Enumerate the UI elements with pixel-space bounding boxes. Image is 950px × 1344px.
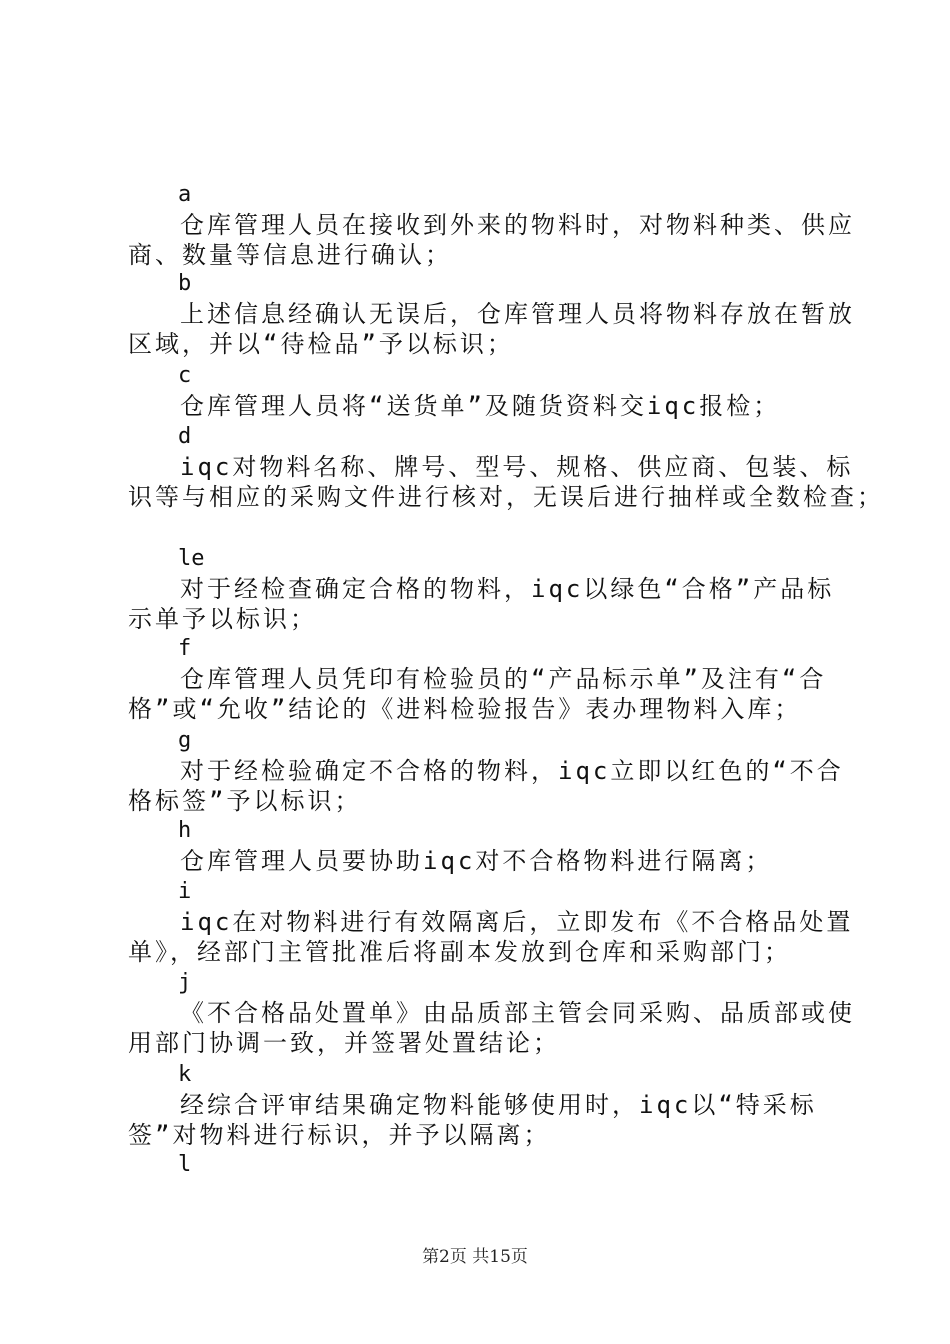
item-text-line1: 仓库管理人员在接收到外来的物料时，对物料种类、供应 bbox=[180, 211, 855, 239]
item-label: i bbox=[178, 879, 192, 904]
item-text-line2: 格”或“允收”结论的《进料检验报告》表办理物料入库； bbox=[128, 695, 802, 723]
item-label: h bbox=[178, 818, 192, 843]
item-label: a bbox=[178, 182, 192, 207]
item-text-line1: 仓库管理人员要协助iqc对不合格物料进行隔离； bbox=[180, 847, 773, 875]
item-text-line1: 仓库管理人员将“送货单”及随货资料交iqc报检； bbox=[180, 392, 781, 420]
item-label: j bbox=[178, 970, 192, 995]
page-footer: 第2页 共15页 bbox=[422, 1247, 528, 1267]
item-text-line2: 示单予以标识； bbox=[128, 605, 317, 633]
item-label: c bbox=[178, 363, 192, 388]
item-text-line2: 识等与相应的采购文件进行核对，无误后进行抽样或全数检查； bbox=[128, 483, 884, 511]
item-label: d bbox=[178, 424, 192, 449]
item-text-line2: 签”对物料进行标识，并予以隔离； bbox=[128, 1121, 551, 1149]
item-label: k bbox=[178, 1062, 192, 1087]
item-label: l bbox=[178, 1152, 192, 1177]
item-text-line1: 仓库管理人员凭印有检验员的“产品标示单”及注有“合 bbox=[180, 665, 827, 693]
item-text-line1: 经综合评审结果确定物料能够使用时，iqc以“特采标 bbox=[180, 1091, 817, 1119]
item-label: b bbox=[178, 271, 192, 296]
item-text-line1: iqc在对物料进行有效隔离后，立即发布《不合格品处置 bbox=[180, 908, 854, 936]
item-text-line1: 《不合格品处置单》由品质部主管会同采购、品质部或使 bbox=[180, 999, 855, 1027]
item-text-line1: 上述信息经确认无误后，仓库管理人员将物料存放在暂放 bbox=[180, 300, 855, 328]
item-text-line2: 格标签”予以标识； bbox=[128, 787, 362, 815]
item-text-line1: 对于经检查确定合格的物料，iqc以绿色“合格”产品标 bbox=[180, 575, 835, 603]
item-text-line2: 用部门协调一致，并签署处置结论； bbox=[128, 1029, 560, 1057]
item-label: le bbox=[178, 546, 205, 571]
item-label: f bbox=[178, 636, 192, 661]
item-text-line2: 区域，并以“待检品”予以标识； bbox=[128, 330, 514, 358]
item-text-line1: 对于经检验确定不合格的物料，iqc立即以红色的“不合 bbox=[180, 757, 844, 785]
item-label: g bbox=[178, 728, 192, 753]
item-text-line1: iqc对物料名称、牌号、型号、规格、供应商、包装、标 bbox=[180, 453, 854, 481]
item-text-line2: 单》，经部门主管批准后将副本发放到仓库和采购部门； bbox=[128, 938, 791, 966]
item-text-line2: 商、数量等信息进行确认； bbox=[128, 241, 452, 269]
